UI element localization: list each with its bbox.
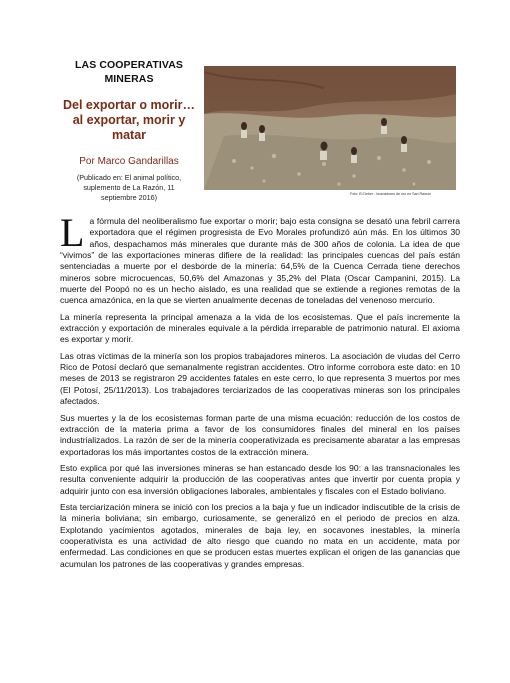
- paragraph-text: a fórmula del neoliberalismo fue exportar o morir; bajo esta consigna se desató una febril carrera exportadora que el régimen progresista de Evo Morales profundizó aún más. En los últimos 30 años, despachamos más minerales que durante más de 300 años de colonia. La idea de que “vivimos” de las exportaciones mineras difiere de la realidad: las principales cuencas del país están sentenciadas a muerte por el desborde de la minería: 64,5% de la Cuenca Cerrada tiene derechos mineros sobre microcuencas, 50,6% del Amazonas y 35,2% del Plata (Oscar Campanini, 2015). La muerte del Poopó no es un hecho aislado, es una realidad que se extiende a regiones remotas de la cuenca amazónica, en la que se vierten anualmente decenas de toneladas del venenoso mercurio.: [60, 216, 460, 306]
- article-body: [60, 210, 460, 575]
- title-line: Del exportar o morir…: [63, 98, 195, 112]
- body-paragraph: La minería representa la principal amenaza a la vida de los ecosistemas. Que el país incremente la extracción y exportación de minerales equivale a la pérdida irreparable de patrimonio natural. El axioma es exportar y morir.: [60, 311, 460, 345]
- kicker-line: MINERAS: [104, 73, 154, 85]
- body-paragraph: Esto explica por qué las inversiones mineras se han estancado desde los 90: a las transnacionales les resulta conveniente adquirir la producción de las cooperativas antes que invertir por cuenta propia y adquirir junto con esa inversión obligaciones laborales, ambientales y fiscales con el Estado boliviano.: [60, 462, 460, 496]
- publication-line: septiembre 2016): [101, 193, 157, 202]
- publication-line: suplemento de La Razón, 11: [83, 183, 175, 192]
- kicker-line: LAS COOPERATIVAS: [75, 59, 183, 71]
- article-header: [60, 58, 198, 203]
- title-line: matar: [111, 128, 147, 142]
- body-paragraph: [60, 210, 460, 307]
- publication-line: (Publicado en: El animal político,: [76, 173, 182, 182]
- mining-photo-illustration: [204, 66, 456, 190]
- article-kicker: [60, 58, 198, 86]
- title-line: al exportar, morir y: [72, 113, 186, 127]
- body-paragraph: Las otras víctimas de la minería son los propios trabajadores mineros. La asociación de viudas del Cerro Rico de Potosí declaró que semanalmente registran accidentes. Otro informe corrobora este dato: en 10 meses de 2013 se registraron 29 accidentes fatales en este cerro, lo que representa 3 muertos por mes (El Potosí, 25/11/2013). Los trabajadores terciarizados de las cooperativas mineras son los principales afectados.: [60, 350, 460, 407]
- publication-note: [60, 173, 198, 203]
- article-title: [60, 98, 198, 143]
- article-author: Por Marco Gandarillas: [79, 156, 179, 167]
- photo-credit: Foto: El Deber - buscadores de oro en San Ramón: [350, 192, 432, 196]
- drop-cap: L: [60, 210, 85, 255]
- body-paragraph: Esta terciarización minera se inició con los precios a la baja y fue un indicador indiscutible de la crisis de la minería boliviana; sin embargo, curiosamente, se generalizó en el periodo de precios en alza. Explotando yacimientos agotados, minerales de baja ley, en socavones inestables, la minería cooperativista es una actividad de alto riesgo que cuando no mata en un accidente, mata por enfermedad. Las condiciones en que se producen estas muertes explican el origen de las ganancias que acumulan los patrones de las cooperativas y grandes empresas.: [60, 501, 460, 569]
- body-paragraph: Sus muertes y la de los ecosistemas forman parte de una misma ecuación: reducción de los costos de extracción de la materia prima a favor de los consumidores finales del mineral en los países industrializados. La razón de ser de la minería cooperativizada es precisamente abaratar a las empresas exportadoras los más importantes costos de la extracción minera.: [60, 412, 460, 457]
- mining-photo: [204, 66, 456, 190]
